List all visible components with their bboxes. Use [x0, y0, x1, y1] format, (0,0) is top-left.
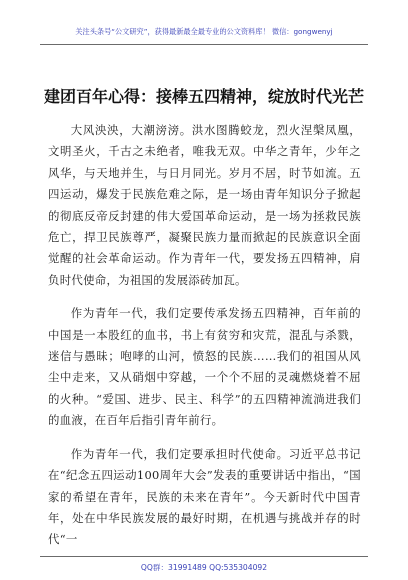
document-body — [48, 120, 361, 563]
document-title: 建团百年心得：接棒五四精神，绽放时代光芒 — [43, 87, 364, 106]
header-divider — [40, 44, 368, 45]
paragraph-3: 作为青年一代，我们定要承担时代使命。习近平总书记在“纪念五四运动100周年大会”发表的重要讲话中指出，“国家的希望在青年，民族的未来在青年”。今天新时代中国青年，处在中华民族发展的最好时期，在机遇与挑战并存的时代“一 — [48, 446, 361, 547]
header-promo-text: 关注头条号“公文研究”，获得最新最全最专业的公文资料库！ 微信：gongwenyj — [75, 27, 333, 36]
footer-divider — [40, 556, 368, 557]
paragraph-1: 大风泱泱，大潮滂滂。洪水图腾蛟龙，烈火涅槃凤凰，文明圣火，千古之未绝者，唯我无双。中华之青年，少年之风华，与天地并生，与日月同光。岁月不居，时节如流。五四运动，爆发于民族危难之际，是一场由青年知识分子掀起的彻底反帝反封建的伟大爱国革命运动，是一场为拯救民族危亡，捍卫民族尊严，凝聚民族力量而掀起的民族意识全面觉醒的社会革命运动。作为青年一代，要发扬五四精神，肩负时代使命，为祖国的发展添砖加瓦。 — [48, 123, 361, 287]
footer-contact-text: QQ群：31991489 QQ:535304092 — [140, 563, 268, 572]
paragraph-2: 作为青年一代，我们定要传承发扬五四精神，百年前的中国是一本股红的血书，书上有贫穷和灾荒，混乱与杀戮，迷信与愚昧；咆哮的山河，愤怒的民族……我们的祖国从风尘中走来，又从硝烟中穿越，一个个不屈的灵魂燃烧着不屈的火种。“爱国、进步、民主、科学”的五四精神流淌进我们的血液，在百年后指引青年前行。 — [48, 306, 361, 428]
